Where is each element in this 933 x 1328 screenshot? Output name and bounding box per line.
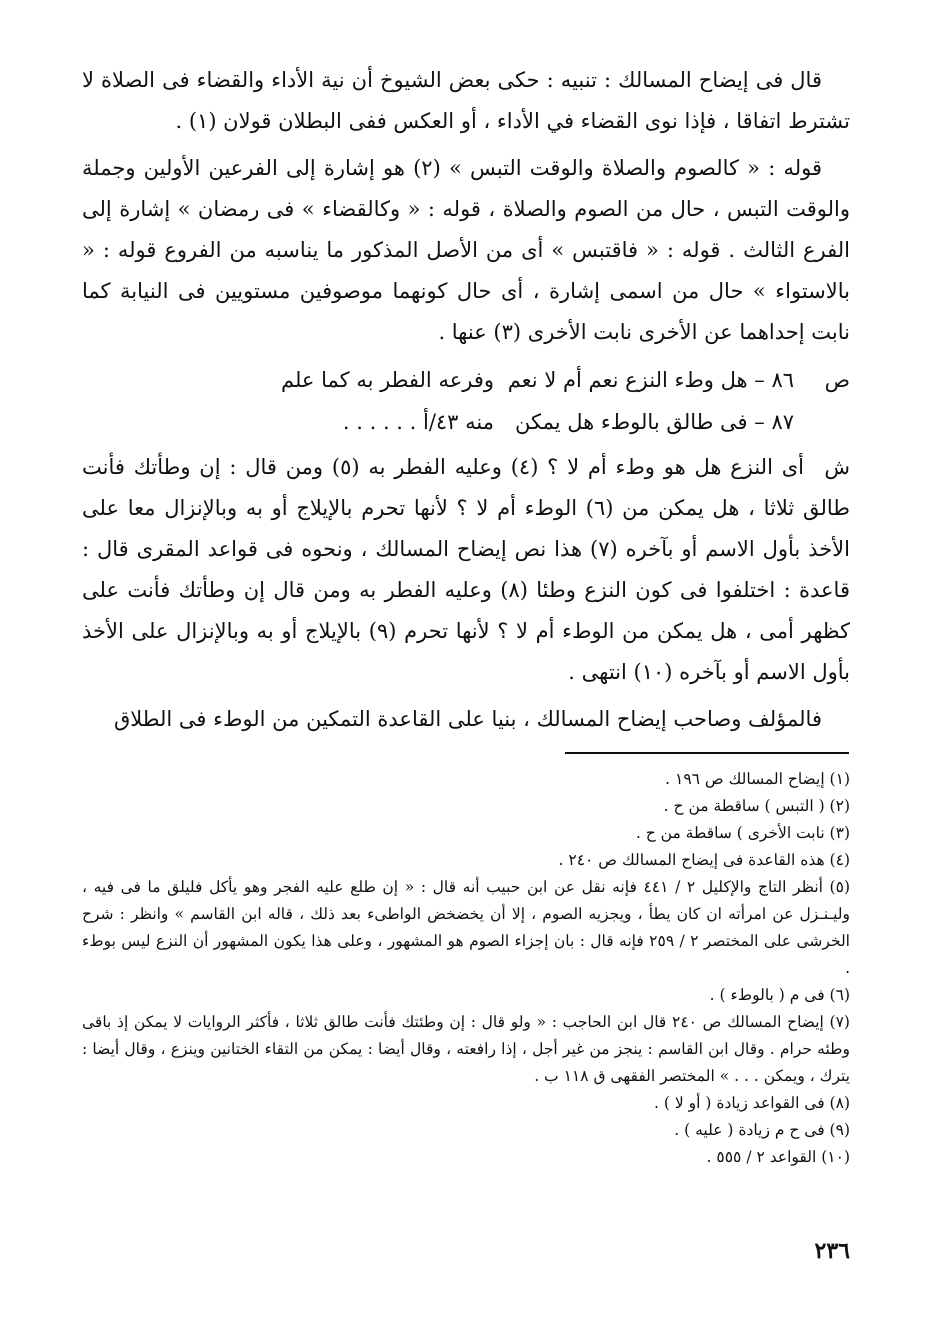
footnote-8: (٨) فى القواعد زيادة ( أو لا ) . — [654, 1094, 850, 1112]
sharh-text: أى النزع هل هو وطء أم لا ؟ (٤) وعليه الفطر به (٥) ومن قال : إن وطأتك فأنت طالق ثلاثا ، هل يمكن من (٦) الوطء أم لا ؟ لأنها تحرم بالإيلاج أو به وبالإنزال معا على الأخذ بأول الاسم أو بآخره (٧) هذا نص إيضاح المسالك ، ونحوه فى قواعد المقرى قال : قاعدة : اختلفوا فى كون النزع وطئا (٨) وعليه الفطر به ومن قال إن وطأتك فأنت على كظهر أمى ، هل يمكن من الوطء أم لا ؟ لأنها تحرم (٩) بالإيلاج أو به وبالإنزال على الأخذ بأول الاسم أو بآخره (١٠) انتهى . — [82, 455, 850, 684]
footnote-divider — [565, 752, 849, 754]
verse-hemistich-second: منه ٤٣/أ . . . . . . — [342, 410, 494, 434]
paragraph-last: فالمؤلف وصاحب إيضاح المسالك ، بنيا على القاعدة التمكين من الوطء فى الطلاق — [113, 707, 822, 731]
footnotes — [82, 766, 850, 1171]
footnote-4: (٤) هذه القاعدة فى إيضاح المسالك ص ٢٤٠ . — [558, 851, 850, 869]
sharh-mark: ش — [824, 455, 850, 479]
sharh-paragraph — [82, 447, 850, 693]
verse-mark: ص — [824, 368, 850, 392]
verse-86 — [82, 359, 850, 401]
page-number: ٢٣٦ — [814, 1238, 850, 1264]
verse-mark — [804, 401, 850, 443]
footnote-5: (٥) أنظر التاج والإكليل ٢ / ٤٤١ فإنه نقل عن ابن حبيب أنه قال : « إن طلع عليه الفجر وهو يأكل فليلق ما فى فيه ، وليـنـزل عن امرأته ان كان يطأ ، ويجزيه الصوم ، إلا أن يخضخض الواطىء بعد ذلك ، قاله ابن القاسم » وانظر : شرح الخرشى على المختصر ٢ / ٢٥٩ فإنه قال : بان إجزاء الصوم هو المشهور ، وعلى هذا يكون المشهور أن النزع ليس بوطء . — [82, 878, 850, 977]
footnote-7: (٧) إيضاح المسالك ص ٢٤٠ قال ابن الحاجب : « ولو قال : إن وطئتك فأنت طالق ثلاثا ، فأكثر الروايات لا يمكن إذ باقى وطئه حرام . وقال ابن القاسم : ينجز من غير أجل ، إذا رافعته ، وقال أيضا : يمكن من التقاء الختانين وينزع ، وقال أيضا : يترك ، ويمكن . . . » المختصر الفقهى ق ١١٨ ب . — [82, 1013, 850, 1085]
paragraph-1: قال فى إيضاح المسالك : تنبيه : حكى بعض الشيوخ أن نية الأداء والقضاء فى الصلاة لا تشترط اتفاقا ، فإذا نوى القضاء في الأداء ، أو العكس ففى البطلان قولان (١) . — [82, 68, 850, 133]
verse-87 — [82, 401, 850, 443]
footnote-6: (٦) فى م ( بالوطء ) . — [709, 986, 850, 1004]
paragraph-2: قوله : « كالصوم والصلاة والوقت التبس » (٢) هو إشارة إلى الفرعين الأولين وجملة والوقت التبس ، حال من الصوم والصلاة ، قوله : « وكالقضاء » فى رمضان » إشارة إلى الفرع الثالث . قوله : « فاقتبس » أى من الأصل المذكور ما يناسبه من الفروع قوله : « بالاستواء » حال من اسمى إشارة ، أى حال كونهما موصوفين مستويين فى النيابة كما نابت إحداهما عن الأخرى نابت الأخرى (٣) عنها . — [82, 156, 850, 344]
verse-hemistich-first: ٨٧ – فى طالق بالوطء هل يمكن — [514, 410, 794, 434]
footnote-1: (١) إيضاح المسالك ص ١٩٦ . — [665, 770, 850, 788]
verse-hemistich-second: وفرعه الفطر به كما علم — [280, 368, 494, 392]
footnote-10: (١٠) القواعد ٢ / ٥٥٥ . — [706, 1148, 850, 1166]
verse-hemistich-first: ٨٦ – هل وطء النزع نعم أم لا نعم — [507, 368, 794, 392]
footnote-3: (٣) نابت الأخرى ) ساقطة من ح . — [635, 824, 850, 842]
main-text — [82, 60, 850, 746]
footnote-9: (٩) فى ح م زيادة ( عليه ) . — [674, 1121, 850, 1139]
footnote-2: (٢) ( التبس ) ساقطة من ح . — [663, 797, 850, 815]
